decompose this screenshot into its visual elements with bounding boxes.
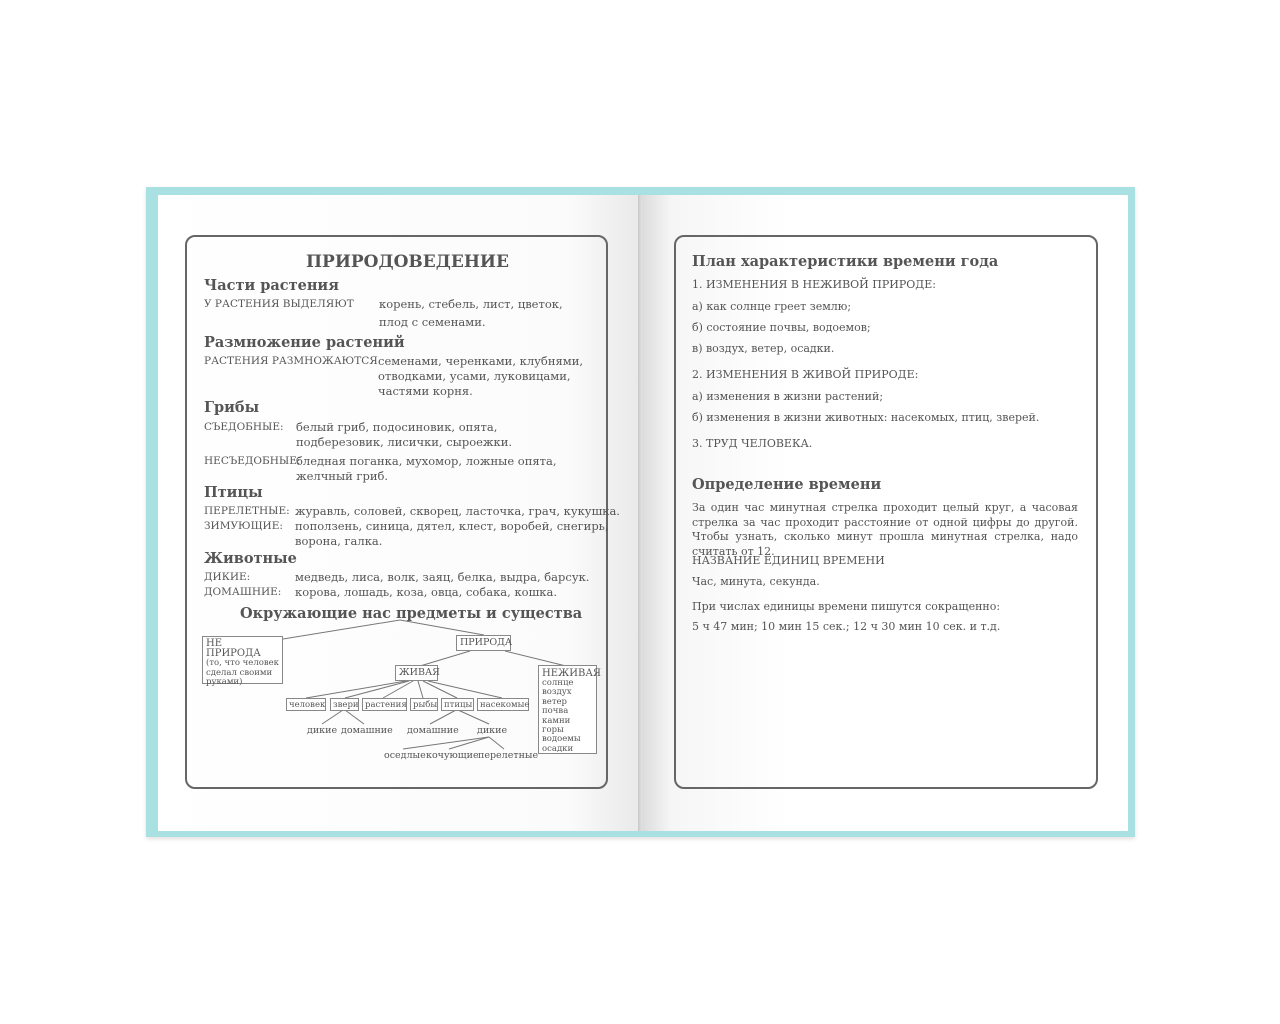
migratory-birds-label: перелетные (478, 750, 539, 761)
inedible-label: НЕСЪЕДОБНЫЕ: (204, 455, 301, 467)
plan-title: План характеристики времени года (692, 253, 999, 270)
category-label: рыбы (413, 700, 438, 710)
living-box (395, 665, 438, 681)
nonliving-item: почва (542, 706, 569, 717)
living-label: ЖИВАЯ (399, 667, 440, 678)
domestic-text: корова, лошадь, коза, овца, собака, кошка. (295, 585, 557, 599)
migratory-text: журавль, соловей, скворец, ласточка, грач, кукушка. (295, 504, 620, 518)
abbreviation-note: При числах единицы времени пишутся сокращенно: (692, 600, 1001, 613)
animals-heading: Животные (204, 550, 297, 567)
category-label: растения (365, 700, 407, 710)
nonliving-item: осадки (542, 743, 574, 754)
edible-line1: белый гриб, подосиновик, опята, (296, 420, 498, 434)
reproduction-line1: семенами, черенками, клубнями, (378, 354, 584, 368)
section2-item-a: а) изменения в жизни растений; (692, 390, 884, 403)
category-box (410, 698, 438, 711)
inedible-line1: бледная поганка, мухомор, ложные опята, (296, 454, 557, 468)
reproduction-label: РАСТЕНИЯ РАЗМНОЖАЮТСЯ (204, 355, 378, 367)
section2-heading: 2. ИЗМЕНЕНИЯ В ЖИВОЙ ПРИРОДЕ: (692, 368, 919, 381)
diagram-title: Окружающие нас предметы и существа (240, 605, 583, 622)
plant-parts-line2: плод с семенами. (379, 315, 486, 329)
edible-label: СЪЕДОБНЫЕ: (204, 421, 284, 433)
nonliving-label: НЕЖИВАЯ (542, 668, 601, 679)
mushrooms-heading: Грибы (204, 399, 260, 416)
wintering-label: ЗИМУЮЩИЕ: (204, 520, 283, 532)
migratory-label: ПЕРЕЛЕТНЫЕ: (204, 505, 290, 517)
domestic-label: ДОМАШНИЕ: (204, 586, 282, 598)
section1-heading: 1. ИЗМЕНЕНИЯ В НЕЖИВОЙ ПРИРОДЕ: (692, 278, 936, 291)
category-box (286, 698, 326, 711)
plant-parts-heading: Части растения (204, 277, 339, 294)
nature-label: ПРИРОДА (460, 637, 513, 648)
category-box (477, 698, 529, 711)
birds-heading: Птицы (204, 484, 263, 501)
category-box (330, 698, 359, 711)
sedentary-label: оседлые (384, 750, 426, 761)
inedible-line2: желчный гриб. (296, 469, 389, 483)
section2-item-b: б) изменения в жизни животных: насекомых, птиц, зверей. (692, 411, 1040, 424)
category-label: насекомые (480, 700, 530, 710)
plant-parts-label: У РАСТЕНИЯ ВЫДЕЛЯЮТ (204, 298, 354, 310)
nature-box (456, 635, 511, 651)
abbreviation-example: 5 ч 47 мин; 10 мин 15 сек.; 12 ч 30 мин 10 сек. и т.д. (692, 620, 1001, 633)
nonliving-item: водоемы (542, 734, 581, 745)
section1-item-c: в) воздух, ветер, осадки. (692, 342, 835, 355)
edible-line2: подберезовик, лисички, сыроежки. (296, 435, 513, 449)
wintering-line1: поползень, синица, дятел, клест, воробей, снегирь, (295, 519, 609, 533)
nonliving-item: ветер (542, 696, 567, 707)
category-label: птицы (444, 700, 473, 710)
plant-parts-line1: корень, стебель, лист, цветок, (379, 297, 563, 311)
section1-item-b: б) состояние почвы, водоемов; (692, 321, 871, 334)
nonliving-box (538, 665, 601, 754)
reproduction-heading: Размножение растений (204, 334, 405, 351)
reproduction-line3: частями корня. (378, 384, 473, 398)
nonliving-item: солнце (542, 678, 574, 688)
not-nature-title: НЕ ПРИРОДА (206, 638, 261, 659)
birds-wild-label: дикие (477, 725, 508, 736)
nomadic-label: кочующие (426, 750, 479, 761)
beasts-wild-label: дикие (307, 725, 338, 736)
wild-label: ДИКИЕ: (204, 571, 251, 583)
category-box (362, 698, 407, 711)
wintering-line2: ворона, галка. (295, 534, 383, 548)
nonliving-item: камни (542, 715, 571, 726)
birds-domestic-label: домашние (407, 725, 459, 736)
category-label: человек (289, 700, 326, 710)
units-text: Час, минута, секунда. (692, 575, 820, 588)
section1-item-a: а) как солнце греет землю; (692, 300, 852, 313)
time-title: Определение времени (692, 476, 882, 493)
section3-heading: 3. ТРУД ЧЕЛОВЕКА. (692, 437, 813, 450)
not-nature-desc: (то, что человек сделал своими руками) (206, 658, 279, 687)
time-paragraph: За один час минутная стрелка проходит целый круг, а часовая стрелка за час проходит расстояние от одной цифры до другой. Чтобы узнать, сколько минут прошла минутная стрелка, надо считать от 12. (692, 501, 1078, 558)
page-title: ПРИРОДОВЕДЕНИЕ (306, 252, 509, 272)
beasts-domestic-label: домашние (341, 725, 393, 736)
nonliving-item: воздух (542, 687, 572, 698)
wild-text: медведь, лиса, волк, заяц, белка, выдра, барсук. (295, 570, 590, 584)
category-label: звери (333, 700, 359, 710)
units-title: НАЗВАНИЕ ЕДИНИЦ ВРЕМЕНИ (692, 554, 885, 567)
category-box (441, 698, 474, 711)
nonliving-item: горы (542, 725, 564, 736)
reproduction-line2: отводками, усами, луковицами, (378, 369, 571, 383)
not-nature-box (202, 636, 283, 687)
